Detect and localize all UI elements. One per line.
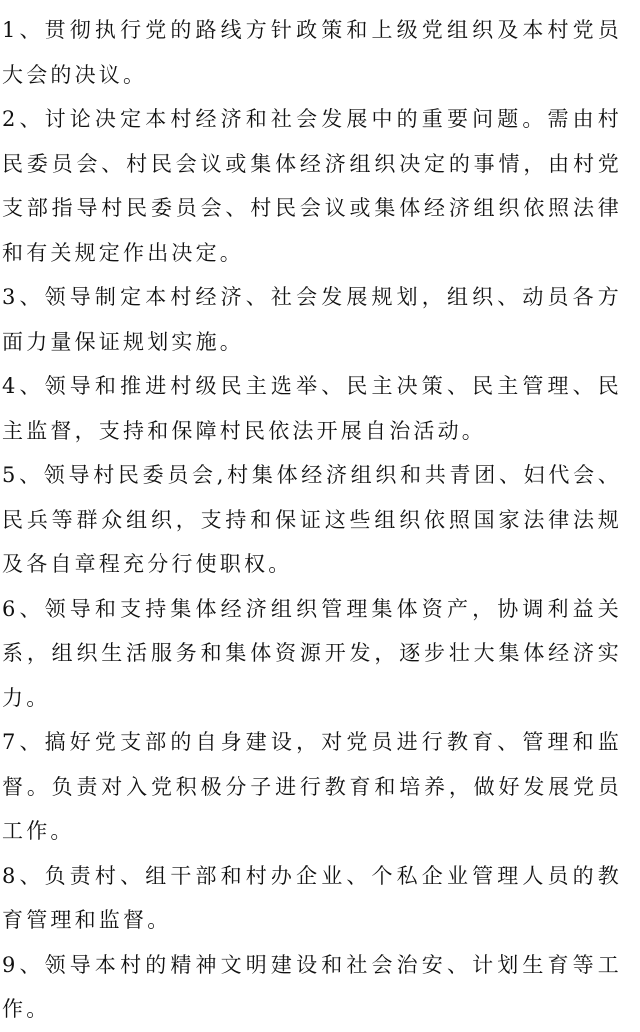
duty-item-6: 6、领导和支持集体经济组织管理集体资产，协调利益关系，组织生活服务和集体资源开发，逐步壮大集体经济实力。: [2, 596, 622, 710]
duty-item-1: 1、贯彻执行党的路线方针政策和上级党组织及本村党员大会的决议。: [2, 18, 622, 87]
duty-item-4: 4、领导和推进村级民主选举、民主决策、民主管理、民主监督，支持和保障村民依法开展自治活动。: [2, 374, 622, 443]
duty-item-9: 9、领导本村的精神文明建设和社会治安、计划生育等工作。: [2, 952, 622, 1021]
duty-item-2: 2、讨论决定本村经济和社会发展中的重要问题。需由村民委员会、村民会议或集体经济组织决定的事情，由村党支部指导村民委员会、村民会议或集体经济组织依照法律和有关规定作出决定。: [2, 107, 622, 265]
duty-item-8: 8、负责村、组干部和村办企业、个私企业管理人员的教育管理和监督。: [2, 863, 622, 932]
duty-item-3: 3、领导制定本村经济、社会发展规划，组织、动员各方面力量保证规划实施。: [2, 285, 622, 354]
duty-item-5: 5、领导村民委员会,村集体经济组织和共青团、妇代会、民兵等群众组织，支持和保证这些组织依照国家法律法规及各自章程充分行使职权。: [2, 463, 622, 576]
duty-item-7: 7、搞好党支部的自身建设，对党员进行教育、管理和监督。负责对入党积极分子进行教育和培养，做好发展党员工作。: [2, 730, 622, 843]
